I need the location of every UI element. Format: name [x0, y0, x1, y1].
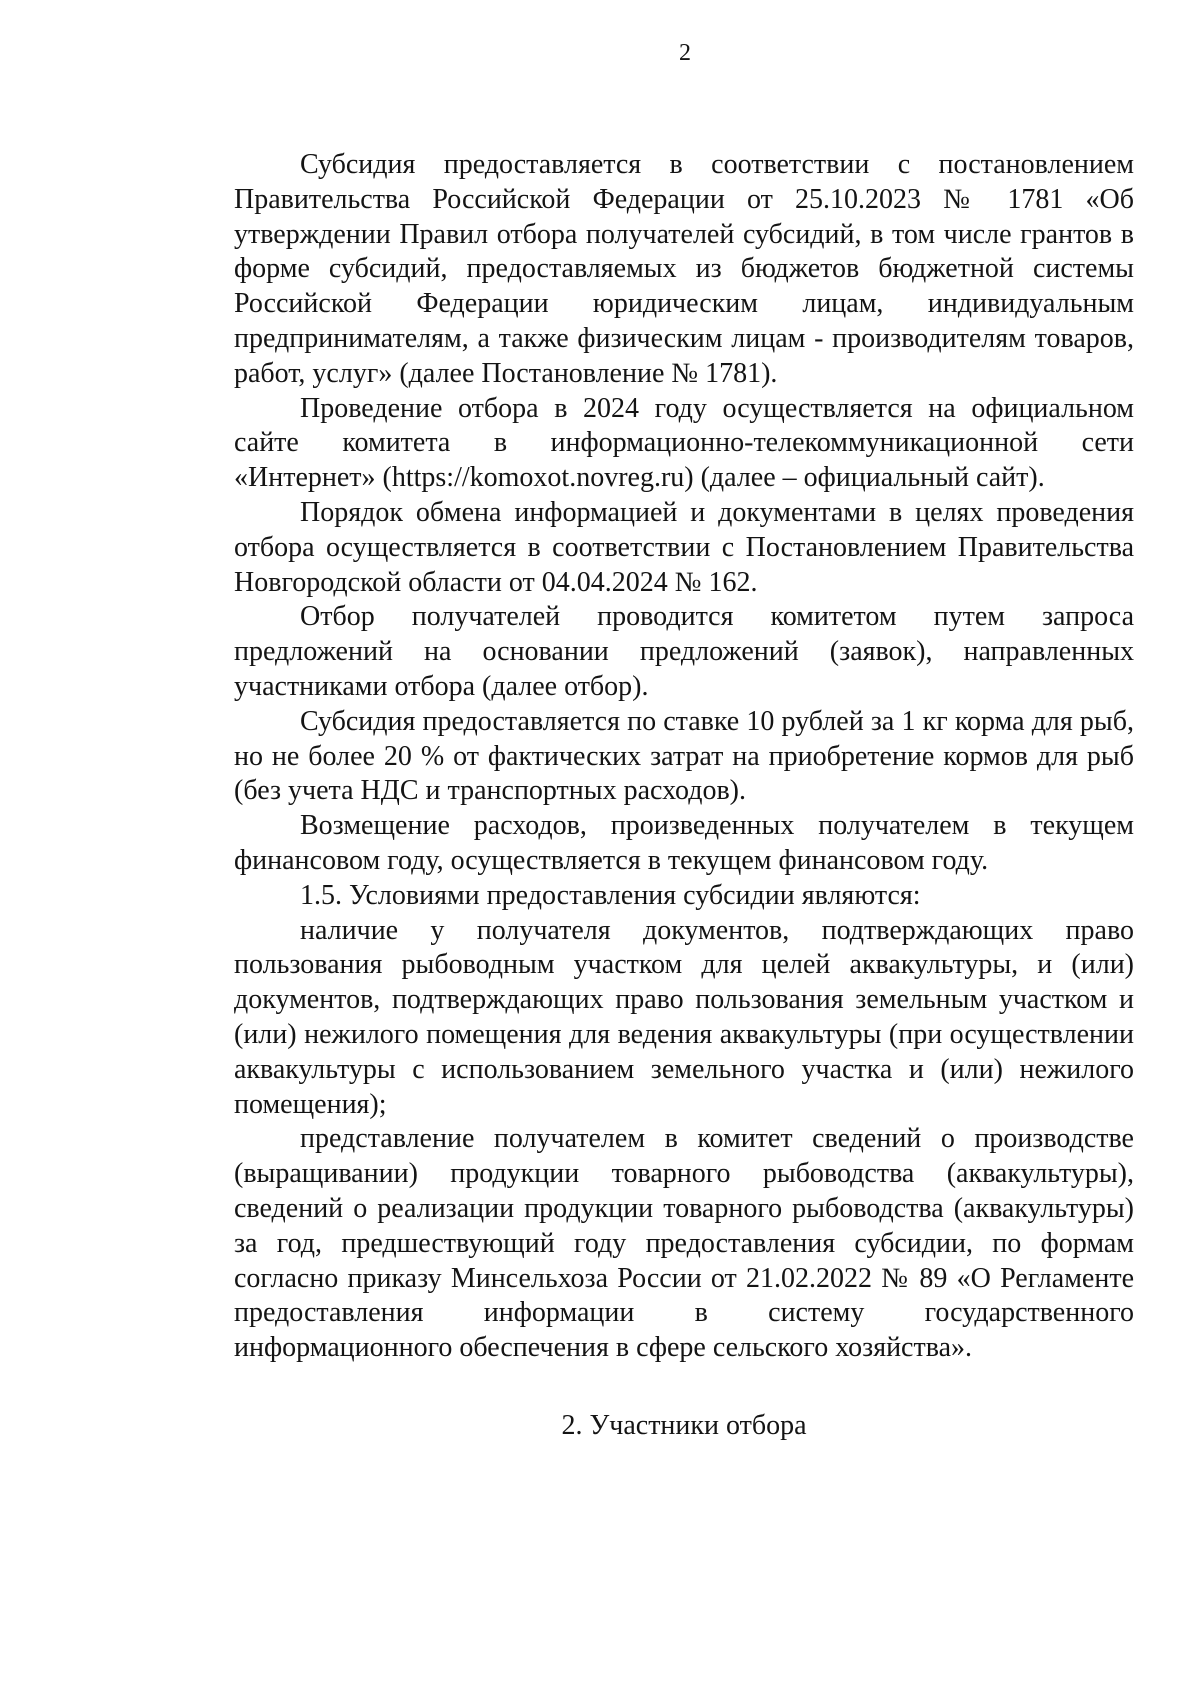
- paragraph-information-exchange: Порядок обмена информацией и документами в целях проведения отбора осуществляется в соответствии с Постановлением Правительства Новгородской области от 04.04.2024 № 162.: [234, 496, 1134, 598]
- section-heading: 2. Участники отбора: [561, 1410, 807, 1441]
- document-body: [234, 148, 1134, 1366]
- paragraph-selection-method: Отбор получателей проводится комитетом путем запроса предложений на основании предложений (заявок), направленных участниками отбора (далее отбор).: [234, 601, 1134, 702]
- paragraph-condition-reporting: представление получателем в комитет сведений о производстве (выращивании) продукции товарного рыбоводства (аквакультуры), сведений о реализации продукции товарного рыбоводства (аквакультуры) за год, предшествующий году предоставления субсидии, по формам согласно приказу Минсельхоза России от 21.02.2022 № 89 «О Регламенте предоставления информации в систему государственного информационного обеспечения в сфере сельского хозяйства».: [234, 1123, 1134, 1364]
- paragraph-condition-documents: наличие у получателя документов, подтверждающих право пользования рыбоводным участком для целей аквакультуры, и (или) документов, подтверждающих право пользования земельным участком и (или) нежилого помещения для ведения аквакультуры (при осуществлении аквакультуры с использованием земельного участка и (или) нежилого помещения);: [234, 914, 1134, 1120]
- paragraph-selection-website: Проведение отбора в 2024 году осуществляется на официальном сайте комитета в информационно-телекоммуникационной сети «Интернет» (https://komoxot.novreg.ru) (далее – официальный сайт).: [234, 392, 1134, 494]
- paragraph-subsidy-rate: Субсидия предоставляется по ставке 10 рублей за 1 кг корма для рыб, но не более 20 % от фактических затрат на приобретение кормов для рыб (без учета НДС и транспортных расходов).: [234, 705, 1134, 807]
- paragraph-conditions-intro: 1.5. Условиями предоставления субсидии являются:: [300, 879, 921, 911]
- paragraph-subsidy-legal-basis: Субсидия предоставляется в соответствии с постановлением Правительства Российской Федерации от 25.10.2023 № 1781 «Об утверждении Правил отбора получателей субсидий, в том числе грантов в форме субсидий, предоставляемых из бюджетов бюджетной системы Российской Федерации юридическим лицам, индивидуальным предпринимателям, а также физическим лицам - производителям товаров, работ, услуг» (далее Постановление № 1781).: [234, 149, 1134, 389]
- paragraph-expense-reimbursement: Возмещение расходов, произведенных получателем в текущем финансовом году, осуществляется в текущем финансовом году.: [234, 810, 1134, 876]
- page-number: 2: [679, 40, 691, 66]
